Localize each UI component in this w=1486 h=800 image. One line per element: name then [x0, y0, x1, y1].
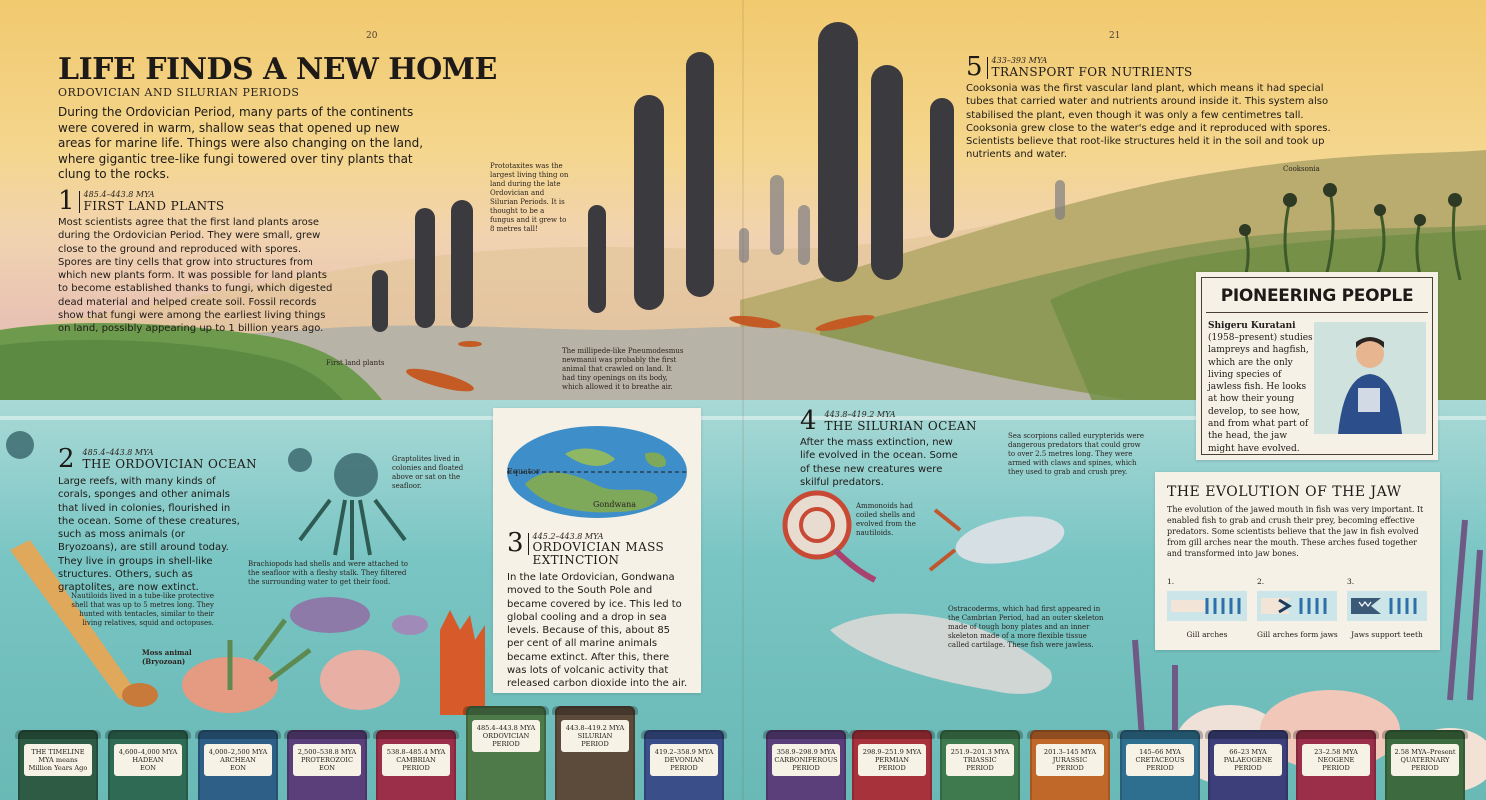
section-body: Cooksonia was the first vascular land plant, which means it had special tubes that carried water and nutrients around inside it. This system also stabilised the plant, even though it was only a few centimetres tall. Cooksonia grew close to the water's edge and it reproduced with spores. Scientists believe that root-like structures held it in the soil and took up nutrients and water.: [966, 83, 1331, 161]
caption-graptolites: Graptolites lived in colonies and floated above or sat on the seafloor.: [392, 455, 464, 490]
jar-label-text: 66–23 MYA PALAEOGENE PERIOD: [1223, 748, 1273, 772]
scientist-name: Shigeru Kuratani: [1208, 321, 1296, 331]
section-heading: TRANSPORT FOR NUTRIENTS: [991, 65, 1193, 79]
jar-label-text: 2.58 MYA–Present QUATERNARY PERIOD: [1394, 748, 1456, 772]
gill-arches-form-jaws-diagram: [1257, 586, 1337, 626]
step-label: Jaws support teeth: [1351, 630, 1423, 639]
section-body: Most scientists agree that the first land plants arose during the Ordovician Period. They were small, grew close to the ground and reproduced with spores. Spores are tiny cells that grow into structures from which new plants form. It was possible for land plants to become established thanks to fungi, which digested dead material and helped create soil. Fossil records show that fungi were among the earliest living things on land, possibly appearing up to 1 billion years ago.: [58, 217, 333, 335]
jar-label-text: 358.9–298.9 MYA CARBONIFEROUS PERIOD: [774, 748, 838, 772]
page-title: LIFE FINDS A NEW HOME: [58, 52, 497, 87]
scientist-bio: (1958–present) studies lampreys and hagfish, which are the only living species of jawless fish. He looks at how their young develop, to see how, and from what part of the head, the jaw might have evolved.: [1208, 333, 1313, 454]
caption-ostracoderms: Ostracoderms, which had first appeared in the Cambrian Period, had an outer skeleton made of tough bony plates and an inner skeleton made of a more flexible tissue called cartilage. These fish were jawless.: [948, 605, 1104, 649]
caption-millipede: The millipede-like Pneumodesmus newmanii was probably the first animal that crawled on land. It had tiny openings on its body, which allowed it to breathe air.: [562, 347, 684, 391]
page-number-left: 20: [366, 31, 378, 41]
step-number: 1.: [1167, 577, 1175, 586]
section-divider: [528, 533, 529, 555]
section-heading: FIRST LAND PLANTS: [83, 199, 225, 213]
section-date-range: 445.2–443.8 MYA: [532, 532, 604, 541]
caption-nautiloids: Nautiloids lived in a tube-like protective shell that was up to 5 metres long. They hunted with tentacles, similar to their living relatives, squid and octopuses.: [71, 592, 214, 627]
jar-label-text: THE TIMELINE MYA means Million Years Ago: [28, 748, 88, 772]
jar-label-text: 538.8–485.4 MYA CAMBRIAN PERIOD: [386, 748, 446, 772]
jaws-support-teeth-diagram: [1347, 586, 1427, 626]
jar-label-text: 485.4–443.8 MYA ORDOVICIAN PERIOD: [476, 724, 536, 748]
jar-label-text: 145–66 MYA CRETACEOUS PERIOD: [1135, 748, 1185, 772]
jar-label-text: 4,600–4,000 MYA HADEAN EON: [118, 748, 178, 772]
step-number: 3.: [1347, 577, 1355, 586]
step-label: Gill arches form jaws: [1257, 630, 1338, 639]
section-heading: ORDOVICIAN MASS EXTINCTION: [532, 540, 665, 567]
pioneering-people-title: PIONEERING PEOPLE: [1220, 286, 1414, 306]
section-heading: THE ORDOVICIAN OCEAN: [82, 457, 257, 471]
section-date-range: 485.4–443.8 MYA: [83, 190, 155, 199]
section-number: 2: [58, 444, 75, 474]
section-number: 5: [966, 52, 983, 82]
jar-label-text: 23–2.58 MYA NEOGENE PERIOD: [1314, 748, 1358, 772]
section-number: 3: [507, 528, 524, 558]
jaw-step-1: [1167, 577, 1247, 639]
jaw-evolution-text: The evolution of the jawed mouth in fish was very important. It enabled fish to grab and crush their prey, becoming effective predators. Some scientists believe that the jaw in fish evolved from gill arches near the mouth. These arches fused together and transformed into jaw bones.: [1167, 505, 1424, 558]
jaw-step-3: [1347, 577, 1427, 639]
jar-label-text: 298.9–251.9 MYA PERMIAN PERIOD: [862, 748, 922, 772]
page-subtitle: ORDOVICIAN AND SILURIAN PERIODS: [58, 86, 300, 99]
section-ordovician-ocean: [58, 444, 257, 595]
section-body: After the mass extinction, new life evolved in the ocean. Some of these new creatures were skilful predators.: [800, 437, 958, 488]
mass-extinction-panel: [493, 408, 701, 693]
section-divider: [987, 57, 988, 79]
section-mass-extinction: [507, 530, 692, 691]
caption-first-land-plants: First land plants: [326, 359, 385, 367]
pioneering-people-panel: [1196, 272, 1438, 460]
caption-ammonoids: Ammonoids had coiled shells and evolved from the nautiloids.: [856, 502, 916, 537]
jar-label-text: 251.9–201.3 MYA TRIASSIC PERIOD: [950, 748, 1010, 772]
jar-label-text: 419.2–358.9 MYA DEVONIAN PERIOD: [654, 748, 714, 772]
caption-prototaxites: Prototaxites was the largest living thing on land during the late Ordovician and Silurian Periods. It is thought to be a fungus and it grew to 8 metres tall!: [490, 162, 569, 233]
gill-arches-diagram: [1167, 586, 1247, 626]
section-date-range: 443.8–419.2 MYA: [824, 410, 896, 419]
caption-cooksonia: Cooksonia: [1283, 165, 1320, 173]
page-gutter: [742, 0, 744, 800]
section-number: 4: [800, 406, 817, 436]
section-body: In the late Ordovician, Gondwana moved to the South Pole and became covered by ice. This led to global cooling and a drop in sea levels. Because of this, about 85 per cent of all marine animals became extinct. After this, there was lots of volcanic activity that released carbon dioxide into the air.: [507, 572, 688, 690]
section-heading: THE SILURIAN OCEAN: [824, 419, 977, 433]
jar-label-text: 4,000–2,500 MYA ARCHEAN EON: [208, 748, 268, 772]
section-silurian-ocean: [800, 408, 975, 489]
scientist-portrait: [1314, 322, 1426, 434]
caption-moss-animal: Moss animal (Bryozoan): [142, 648, 192, 666]
section-divider: [79, 191, 80, 213]
map-gondwana-label: Gondwana: [593, 500, 637, 509]
section-number: 1: [58, 186, 75, 216]
section-first-land-plants: [58, 188, 348, 336]
jaw-evolution-panel: [1155, 472, 1440, 650]
page-number-right: 21: [1109, 31, 1121, 41]
map-equator-label: Equator: [507, 467, 540, 476]
jaw-step-2: [1257, 577, 1337, 639]
caption-sea-scorpions: Sea scorpions called eurypterids were dangerous predators that could grow to over 2.5 metres long. They were armed with claws and spines, which they used to grab and crush prey.: [1008, 432, 1144, 476]
jar-label-text: 2,500–538.8 MYA PROTEROZOIC EON: [297, 748, 357, 772]
jaw-evolution-title: THE EVOLUTION OF THE JAW: [1167, 484, 1402, 500]
section-date-range: 433–393 MYA: [991, 56, 1048, 65]
title-divider: [1206, 312, 1428, 313]
caption-brachiopods: Brachiopods had shells and were attached to the seafloor with a fleshy stalk. They filtered the surrounding water to get their food.: [248, 560, 408, 586]
section-date-range: 485.4–443.8 MYA: [82, 448, 154, 457]
jar-label-text: 443.8–419.2 MYA SILURIAN PERIOD: [565, 724, 625, 748]
step-number: 2.: [1257, 577, 1265, 586]
intro-paragraph: During the Ordovician Period, many parts of the continents were covered in warm, shallow seas that opened up new areas for marine life. Things were also changing on the land, where gigantic tree-like fungi towered over tiny plants that clung to the rocks.: [58, 105, 424, 181]
jar-label-text: 201.3–145 MYA JURASSIC PERIOD: [1043, 748, 1097, 772]
section-transport-for-nutrients: [966, 54, 1346, 162]
step-label: Gill arches: [1186, 630, 1228, 639]
section-body: Large reefs, with many kinds of corals, sponges and other animals that lived in colonies, flourished in the ocean. Some of these creatures, such as moss animals (or Bryozoans), are still around today. They live in groups in shell-like structures. Others, such as graptolites, are now extinct.: [58, 476, 240, 594]
